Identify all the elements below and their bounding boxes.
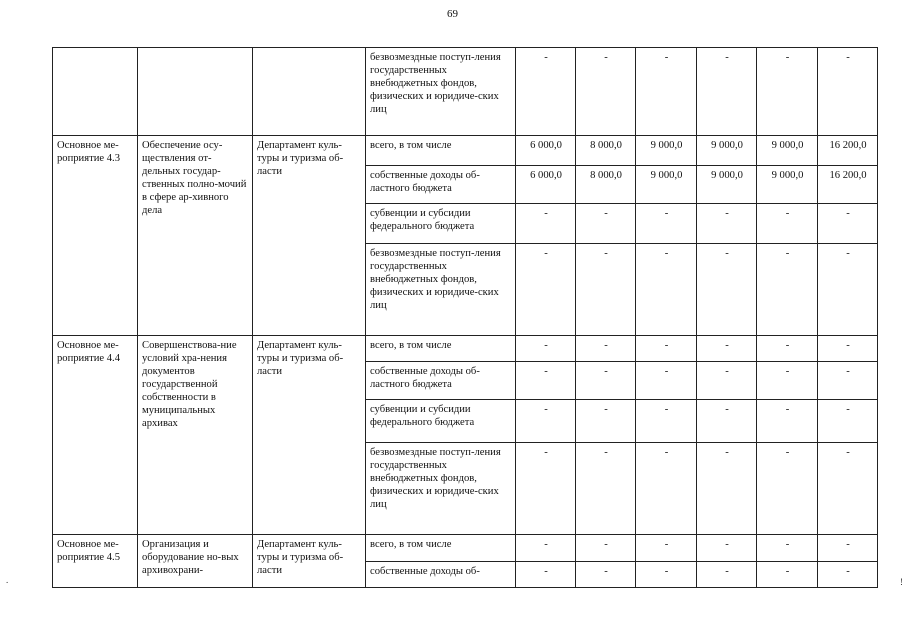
name-cell: Совершенствова-ние условий хра-нения документов государственной собственности в муниципальных архивах bbox=[138, 336, 253, 535]
value-cell: - bbox=[697, 562, 757, 588]
funding-source-cell: собственные доходы об- bbox=[366, 562, 516, 588]
value-cell: - bbox=[576, 362, 636, 400]
value-cell: - bbox=[636, 244, 697, 336]
value-cell: - bbox=[757, 400, 818, 443]
value-cell: - bbox=[697, 362, 757, 400]
budget-table bbox=[52, 47, 878, 588]
executor-cell bbox=[253, 48, 366, 136]
value-cell: 9 000,0 bbox=[697, 136, 757, 166]
executor-cell: Департамент куль-туры и туризма об-ласти bbox=[253, 535, 366, 588]
value-cell: - bbox=[636, 48, 697, 136]
value-cell: - bbox=[757, 535, 818, 562]
value-cell: - bbox=[697, 535, 757, 562]
value-cell: - bbox=[516, 362, 576, 400]
value-cell: - bbox=[818, 562, 878, 588]
value-cell: - bbox=[576, 562, 636, 588]
value-cell: - bbox=[516, 204, 576, 244]
value-cell: - bbox=[757, 204, 818, 244]
value-cell: - bbox=[818, 336, 878, 362]
value-cell: - bbox=[636, 400, 697, 443]
left-edge-mark: . bbox=[6, 575, 9, 585]
funding-source-cell: субвенции и субсидии федерального бюджета bbox=[366, 400, 516, 443]
value-cell: - bbox=[697, 443, 757, 535]
event-cell: Основное ме-роприятие 4.4 bbox=[53, 336, 138, 535]
table-row bbox=[53, 136, 878, 166]
value-cell: - bbox=[757, 336, 818, 362]
value-cell: 9 000,0 bbox=[757, 136, 818, 166]
value-cell: - bbox=[757, 244, 818, 336]
value-cell: - bbox=[697, 204, 757, 244]
value-cell: 8 000,0 bbox=[576, 136, 636, 166]
value-cell: - bbox=[636, 443, 697, 535]
table-row bbox=[53, 48, 878, 136]
value-cell: 6 000,0 bbox=[516, 166, 576, 204]
value-cell: - bbox=[818, 362, 878, 400]
name-cell: Обеспечение осу-ществления от-дельных государ-ственных полно-мочий в сфере ар-хивного дела bbox=[138, 136, 253, 336]
value-cell: - bbox=[516, 336, 576, 362]
value-cell: 9 000,0 bbox=[636, 136, 697, 166]
value-cell: 9 000,0 bbox=[636, 166, 697, 204]
event-cell bbox=[53, 48, 138, 136]
value-cell: - bbox=[636, 204, 697, 244]
funding-source-cell: всего, в том числе bbox=[366, 336, 516, 362]
value-cell: 16 200,0 bbox=[818, 166, 878, 204]
table-row bbox=[53, 535, 878, 562]
name-cell: Организация и оборудование но-вых архивохрани- bbox=[138, 535, 253, 588]
funding-source-cell: всего, в том числе bbox=[366, 136, 516, 166]
value-cell: - bbox=[636, 562, 697, 588]
funding-source-cell: всего, в том числе bbox=[366, 535, 516, 562]
value-cell: - bbox=[576, 244, 636, 336]
value-cell: 8 000,0 bbox=[576, 166, 636, 204]
right-edge-mark: ! bbox=[900, 577, 903, 587]
value-cell: - bbox=[818, 48, 878, 136]
executor-cell: Департамент куль-туры и туризма об-ласти bbox=[253, 136, 366, 336]
value-cell: 9 000,0 bbox=[757, 166, 818, 204]
value-cell: - bbox=[516, 562, 576, 588]
funding-source-cell: безвозмездные поступ-ления государственных внебюджетных фондов, физических и юридиче-ских лиц bbox=[366, 443, 516, 535]
value-cell: - bbox=[818, 535, 878, 562]
value-cell: - bbox=[516, 535, 576, 562]
event-cell: Основное ме-роприятие 4.3 bbox=[53, 136, 138, 336]
value-cell: - bbox=[636, 535, 697, 562]
funding-source-cell: собственные доходы об-ластного бюджета bbox=[366, 166, 516, 204]
value-cell: - bbox=[516, 443, 576, 535]
value-cell: - bbox=[818, 244, 878, 336]
funding-source-cell: безвозмездные поступ-ления государственных внебюджетных фондов, физических и юридиче-ских лиц bbox=[366, 48, 516, 136]
value-cell: - bbox=[516, 400, 576, 443]
name-cell bbox=[138, 48, 253, 136]
value-cell: - bbox=[636, 362, 697, 400]
value-cell: - bbox=[576, 204, 636, 244]
value-cell: - bbox=[516, 244, 576, 336]
funding-source-cell: субвенции и субсидии федерального бюджета bbox=[366, 204, 516, 244]
value-cell: - bbox=[576, 336, 636, 362]
value-cell: - bbox=[818, 204, 878, 244]
value-cell: - bbox=[757, 443, 818, 535]
value-cell: - bbox=[576, 443, 636, 535]
value-cell: - bbox=[576, 48, 636, 136]
funding-source-cell: безвозмездные поступ-ления государственных внебюджетных фондов, физических и юридиче-ских лиц bbox=[366, 244, 516, 336]
value-cell: - bbox=[757, 362, 818, 400]
value-cell: - bbox=[757, 562, 818, 588]
value-cell: - bbox=[818, 443, 878, 535]
funding-source-cell: собственные доходы об-ластного бюджета bbox=[366, 362, 516, 400]
value-cell: 9 000,0 bbox=[697, 166, 757, 204]
value-cell: - bbox=[516, 48, 576, 136]
value-cell: - bbox=[576, 400, 636, 443]
value-cell: - bbox=[697, 400, 757, 443]
value-cell: - bbox=[757, 48, 818, 136]
event-cell: Основное ме-роприятие 4.5 bbox=[53, 535, 138, 588]
value-cell: - bbox=[697, 244, 757, 336]
value-cell: - bbox=[818, 400, 878, 443]
executor-cell: Департамент куль-туры и туризма об-ласти bbox=[253, 336, 366, 535]
table-row bbox=[53, 336, 878, 362]
value-cell: - bbox=[697, 48, 757, 136]
value-cell: - bbox=[576, 535, 636, 562]
value-cell: 6 000,0 bbox=[516, 136, 576, 166]
page-number: 69 bbox=[447, 8, 458, 20]
value-cell: - bbox=[636, 336, 697, 362]
value-cell: - bbox=[697, 336, 757, 362]
value-cell: 16 200,0 bbox=[818, 136, 878, 166]
